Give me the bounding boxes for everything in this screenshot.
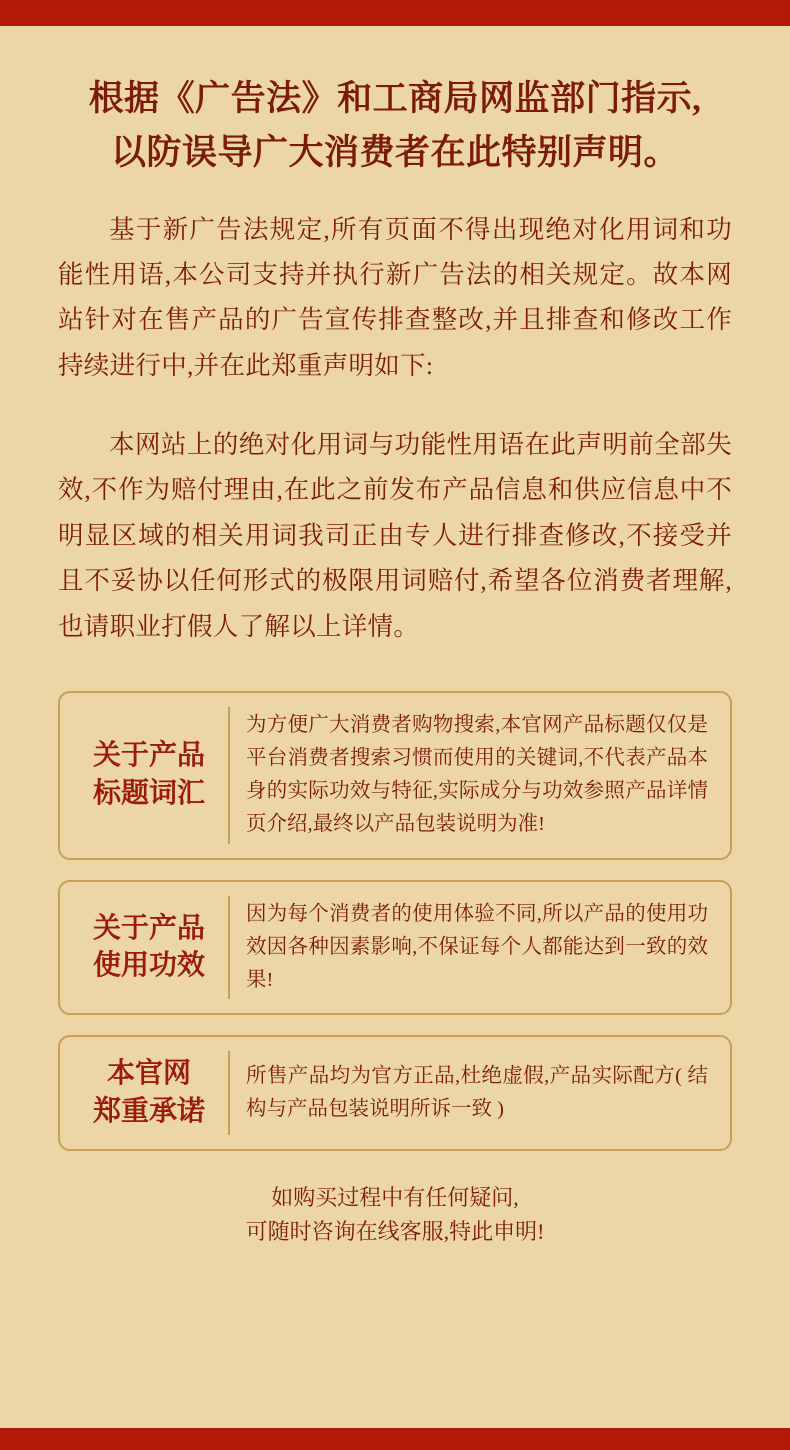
statement-card	[58, 880, 732, 1016]
footer-note-line-1: 如购买过程中有任何疑问,	[271, 1184, 519, 1210]
card-body: 为方便广大消费者购物搜索,本官网产品标题仅仅是平台消费者搜索习惯而使用的关键词,不代表产品本身的实际功效与特征,实际成分与功效参照产品详情页介绍,最终以产品包装说明为准!	[246, 713, 708, 836]
card-title-line-1: 本官网	[106, 1058, 191, 1090]
card-title	[70, 1051, 230, 1135]
card-title-line-2: 标题词汇	[92, 778, 205, 810]
statement-card	[58, 691, 732, 860]
page-title-line-2: 以防误导广大消费者在此特别声明。	[110, 133, 679, 173]
paragraph-2: 本网站上的绝对化用词与功能性用语在此声明前全部失效,不作为赔付理由,在此之前发布产品信息和供应信息中不明显区域的相关用词我司正由专人进行排查修改,不接受并且不妥协以任何形式的极限用词赔付,希望各位消费者理解,也请职业打假人了解以上详情。	[58, 430, 732, 641]
paragraph-1: 基于新广告法规定,所有页面不得出现绝对化用词和功能性用语,本公司支持并执行新广告法的相关规定。故本网站针对在售产品的广告宣传排查整改,并且排查和修改工作持续进行中,并在此郑重声明如下:	[58, 214, 732, 380]
card-title	[70, 707, 230, 844]
card-title	[70, 896, 230, 1000]
card-body: 所售产品均为官方正品,杜绝虚假,产品实际配方( 结构与产品包装说明所诉一致 )	[246, 1064, 708, 1121]
statement-card-list	[58, 691, 732, 1151]
page-title-line-1: 根据《广告法》和工商局网监部门指示,	[88, 79, 702, 118]
page-title	[58, 72, 732, 181]
card-title-line-2: 郑重承诺	[92, 1096, 205, 1128]
footer-note	[58, 1181, 732, 1249]
top-accent-bar	[0, 0, 790, 26]
statement-card	[58, 1035, 732, 1151]
bottom-accent-bar	[0, 1428, 790, 1450]
card-title-line-2: 使用功效	[92, 950, 205, 982]
card-title-line-1: 关于产品	[92, 740, 205, 772]
statement-content	[0, 26, 790, 1428]
card-body: 因为每个消费者的使用体验不同,所以产品的使用功效因各种因素影响,不保证每个人都能达到一致的效果!	[246, 902, 708, 992]
footer-note-line-2: 可随时咨询在线客服,特此申明!	[245, 1218, 545, 1244]
card-title-line-1: 关于产品	[92, 912, 205, 944]
